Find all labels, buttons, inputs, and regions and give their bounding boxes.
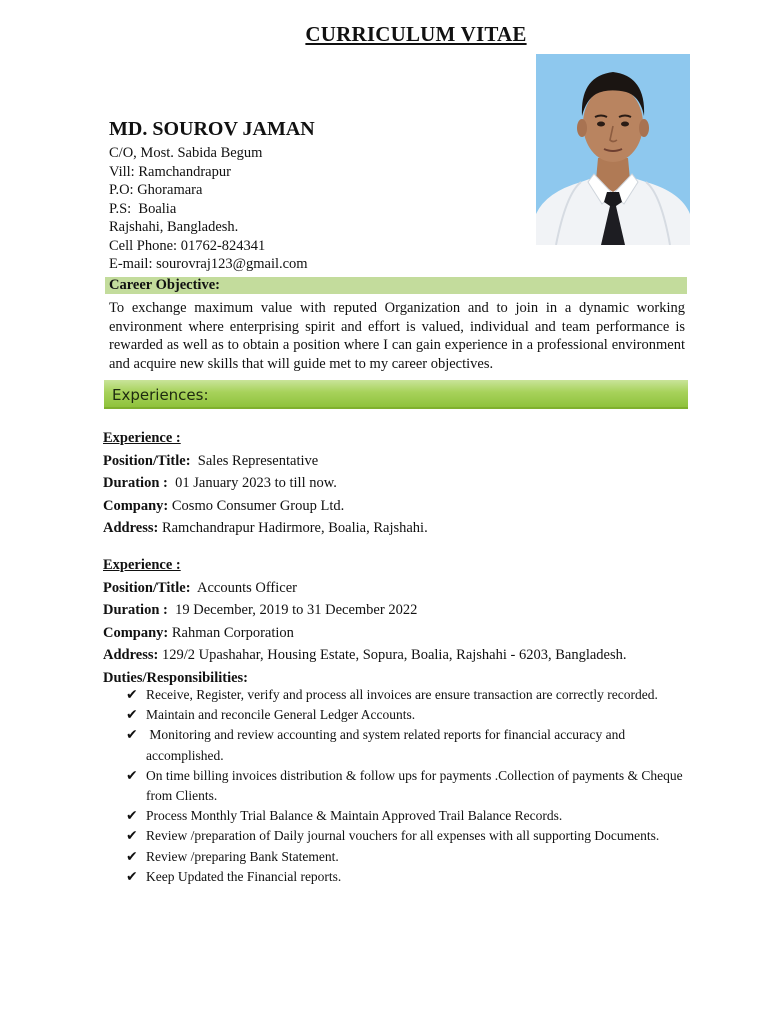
position-label: Position/Title: <box>103 452 191 469</box>
experience-heading: Experience : <box>103 430 181 446</box>
list-item: ✔ Review /preparation of Daily journal vouchers for all expenses with all supporting Documents. <box>126 826 696 846</box>
check-icon: ✔ <box>126 808 138 825</box>
list-item: ✔ Process Monthly Trial Balance & Maintain Approved Trail Balance Records. <box>126 806 696 826</box>
company-value: Rahman Corporation <box>171 624 294 641</box>
list-item: ✔ Review /preparing Bank Statement. <box>126 847 696 867</box>
care-of-line: C/O, Most. Sabida Begum <box>109 145 263 161</box>
duration-value: 19 December, 2019 to 31 December 2022 <box>175 602 418 618</box>
list-item: ✔ On time billing invoices distribution & follow ups for payments .Collection of payments & Cheque from Clients. <box>126 766 696 806</box>
company-value: Cosmo Consumer Group Ltd. <box>171 497 345 514</box>
career-objective-text: To exchange maximum value with reputed Organization and to join in a dynamic working environment where enterprising spirit and effort is valued, individual and team performance is rewarded as well as to obtain a position where I can gain experience in a professional environment and acquire new skills that will guide met to my career objectives. <box>109 300 685 372</box>
experience-heading: Experience : <box>103 557 181 573</box>
duration-label: Duration : <box>103 475 168 491</box>
address-label: Address: <box>103 520 159 536</box>
check-icon: ✔ <box>126 727 138 744</box>
district-line: Rajshahi, Bangladesh. <box>109 219 239 235</box>
phone-line: Cell Phone: 01762-824341 <box>109 237 266 254</box>
duration-label: Duration : <box>103 602 168 618</box>
position-label: Position/Title: <box>103 579 191 596</box>
email-line: E-mail: sourovraj123@gmail.com <box>109 256 308 272</box>
post-office-line: P.O: Ghoramara <box>109 182 203 198</box>
career-objective-heading: Career Objective: <box>105 277 687 294</box>
list-item: ✔ Keep Updated the Financial reports. <box>126 867 696 887</box>
candidate-name: MD. SOUROV JAMAN <box>109 118 315 140</box>
experience-entry-2 <box>103 554 703 689</box>
duties-label: Duties/Responsibilities: <box>103 669 249 686</box>
position-value: Sales Representative <box>197 452 319 469</box>
duration-value: 01 January 2023 to till now. <box>175 475 337 491</box>
list-item: ✔ Receive, Register, verify and process all invoices are ensure transaction are correctly recorded. <box>126 685 696 705</box>
profile-photo <box>536 54 690 245</box>
list-item: ✔ Monitoring and review accounting and system related reports for financial accuracy and accomplished. <box>126 725 696 765</box>
police-station-line: P.S: Boalia <box>109 200 177 217</box>
portrait-illustration <box>536 54 690 245</box>
address-label: Address: <box>103 647 159 663</box>
check-icon: ✔ <box>126 687 138 703</box>
company-label: Company: <box>103 624 169 641</box>
duties-list <box>126 685 696 887</box>
personal-info <box>109 117 529 274</box>
experiences-section-heading: Experiences: <box>104 380 688 409</box>
check-icon: ✔ <box>126 828 138 845</box>
check-icon: ✔ <box>126 848 138 865</box>
list-item: ✔ Maintain and reconcile General Ledger Accounts. <box>126 705 696 725</box>
check-icon: ✔ <box>126 707 138 724</box>
experience-entry-1 <box>103 427 703 540</box>
address-value: 129/2 Upashahar, Housing Estate, Sopura, Boalia, Rajshahi - 6203, Bangladesh. <box>161 647 627 663</box>
company-label: Company: <box>103 497 169 514</box>
check-icon: ✔ <box>126 868 138 885</box>
document-title: CURRICULUM VITAE <box>305 22 527 46</box>
address-value: Ramchandrapur Hadirmore, Boalia, Rajshahi. <box>161 520 428 536</box>
check-icon: ✔ <box>126 767 138 784</box>
village-line: Vill: Ramchandrapur <box>109 163 231 180</box>
position-value: Accounts Officer <box>197 579 297 596</box>
